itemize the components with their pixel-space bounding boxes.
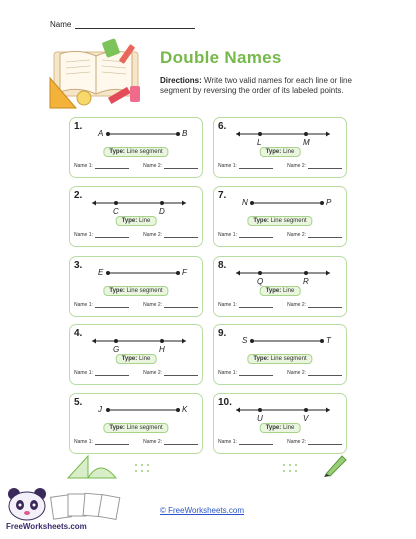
- answer-label: Name 2:: [287, 302, 306, 308]
- answer-blank[interactable]: [164, 233, 198, 238]
- answer-row: [218, 302, 342, 308]
- problem-card: [69, 256, 203, 317]
- type-prefix: Type:: [265, 288, 282, 294]
- type-prefix: Type:: [253, 356, 269, 362]
- point-dot: [160, 201, 164, 205]
- answer-row: [218, 439, 342, 445]
- point-dot: [114, 339, 118, 343]
- type-badge: [103, 147, 168, 157]
- problem-card: [69, 186, 203, 247]
- point-dot: [250, 339, 254, 343]
- arrowhead-icon: [182, 339, 186, 344]
- answer-field-2: [143, 163, 198, 169]
- answer-blank[interactable]: [308, 371, 342, 376]
- books-illustration-icon: [46, 38, 146, 110]
- answer-blank[interactable]: [308, 440, 342, 445]
- point-dot: [304, 408, 308, 412]
- problem-number: 9.: [218, 328, 227, 339]
- type-badge: [116, 216, 157, 226]
- point-label: Q: [257, 277, 264, 286]
- answer-row: [74, 302, 198, 308]
- directions-label: Directions:: [160, 76, 202, 85]
- arrowhead-icon: [236, 132, 240, 137]
- problem-card: [213, 117, 347, 178]
- point-dot: [320, 339, 324, 343]
- answer-blank[interactable]: [239, 371, 273, 376]
- footer-link[interactable]: © FreeWorksheets.com: [160, 506, 244, 515]
- problem-number: 7.: [218, 190, 227, 201]
- problem-number: 1.: [74, 121, 83, 132]
- answer-label: Name 2:: [287, 439, 306, 445]
- point-label: J: [98, 405, 102, 414]
- point-label: H: [159, 345, 165, 354]
- arrowhead-icon: [236, 408, 240, 413]
- answer-field-1: [218, 439, 273, 445]
- freeworksheets-logo: FreeWorksheets.com: [6, 522, 87, 531]
- problem-number: 4.: [74, 328, 83, 339]
- point-dot: [106, 132, 110, 136]
- worksheet-stack-icon: [50, 490, 130, 520]
- type-badge: [260, 286, 301, 296]
- point-label: B: [182, 129, 188, 138]
- problem-card: [213, 324, 347, 385]
- point-dot: [258, 132, 262, 136]
- point-dot: [258, 271, 262, 275]
- answer-field-2: [287, 163, 342, 169]
- answer-label: Name 1:: [218, 439, 237, 445]
- point-label: D: [159, 207, 165, 216]
- answer-label: Name 1:: [74, 439, 93, 445]
- problem-number: 5.: [74, 397, 83, 408]
- problem-card: [69, 324, 203, 385]
- answer-field-2: [287, 370, 342, 376]
- answer-blank[interactable]: [164, 164, 198, 169]
- type-badge: [260, 423, 301, 433]
- answer-label: Name 2:: [287, 163, 306, 169]
- type-value: Line segment: [126, 425, 163, 431]
- name-label: Name: [50, 20, 72, 29]
- type-prefix: Type:: [121, 218, 138, 224]
- problem-card: [213, 256, 347, 317]
- answer-label: Name 2:: [143, 163, 162, 169]
- answer-field-2: [287, 232, 342, 238]
- answer-blank[interactable]: [95, 371, 129, 376]
- answer-blank[interactable]: [95, 303, 129, 308]
- student-name-row: [50, 20, 195, 29]
- answer-field-1: [218, 302, 273, 308]
- point-label: K: [182, 405, 188, 414]
- answer-blank[interactable]: [308, 164, 342, 169]
- point-label: T: [326, 336, 331, 345]
- answer-row: [74, 370, 198, 376]
- problem-number: 6.: [218, 121, 227, 132]
- answer-blank[interactable]: [95, 164, 129, 169]
- type-prefix: Type:: [109, 288, 125, 294]
- answer-field-1: [218, 163, 273, 169]
- type-badge: [260, 147, 301, 157]
- problem-card: [69, 393, 203, 454]
- answer-blank[interactable]: [164, 303, 198, 308]
- type-value: Line: [282, 288, 295, 294]
- arrowhead-icon: [92, 339, 96, 344]
- point-label: M: [303, 138, 310, 147]
- answer-blank[interactable]: [239, 303, 273, 308]
- answer-field-2: [287, 302, 342, 308]
- arrowhead-icon: [326, 408, 330, 413]
- type-value: Line: [138, 218, 151, 224]
- answer-field-2: [143, 302, 198, 308]
- point-label: F: [182, 268, 187, 277]
- directions: [160, 76, 375, 96]
- point-label: S: [242, 336, 248, 345]
- point-dot: [106, 408, 110, 412]
- type-value: Line segment: [270, 218, 307, 224]
- answer-label: Name 1:: [74, 370, 93, 376]
- answer-blank[interactable]: [239, 164, 273, 169]
- answer-blank[interactable]: [164, 440, 198, 445]
- problem-card: [69, 117, 203, 178]
- panda-logo-icon: [4, 486, 54, 522]
- page-title: Double Names: [160, 48, 282, 67]
- answer-label: Name 1:: [218, 370, 237, 376]
- name-blank[interactable]: [75, 20, 195, 29]
- type-badge: [247, 216, 312, 226]
- answer-row: [74, 439, 198, 445]
- dots-decoration-icon: [282, 462, 302, 476]
- problem-number: 10.: [218, 397, 232, 408]
- type-prefix: Type:: [109, 149, 125, 155]
- answer-blank[interactable]: [308, 233, 342, 238]
- answer-field-1: [74, 439, 129, 445]
- answer-field-2: [143, 370, 198, 376]
- point-dot: [176, 132, 180, 136]
- answer-label: Name 1:: [218, 232, 237, 238]
- answer-label: Name 2:: [143, 439, 162, 445]
- ruler-triangle-icon: [66, 452, 126, 480]
- answer-blank[interactable]: [95, 440, 129, 445]
- type-value: Line segment: [126, 149, 163, 155]
- answer-blank[interactable]: [95, 233, 129, 238]
- answer-label: Name 2:: [287, 232, 306, 238]
- answer-label: Name 2:: [287, 370, 306, 376]
- type-badge: [116, 354, 157, 364]
- answer-label: Name 2:: [143, 232, 162, 238]
- type-value: Line: [282, 149, 295, 155]
- arrowhead-icon: [92, 201, 96, 206]
- answer-blank[interactable]: [239, 440, 273, 445]
- answer-blank[interactable]: [308, 303, 342, 308]
- answer-field-1: [218, 370, 273, 376]
- answer-label: Name 1:: [74, 302, 93, 308]
- problem-number: 3.: [74, 260, 83, 271]
- arrowhead-icon: [326, 132, 330, 137]
- point-dot: [304, 132, 308, 136]
- point-dot: [258, 408, 262, 412]
- point-label: C: [113, 207, 119, 216]
- type-prefix: Type:: [121, 356, 138, 362]
- answer-label: Name 2:: [143, 370, 162, 376]
- directions-text: Write two valid names for each line or line segment by reversing the order of its labeled points.: [160, 76, 352, 95]
- point-label: L: [257, 138, 262, 147]
- point-label: E: [98, 268, 104, 277]
- type-badge: [103, 286, 168, 296]
- problem-card: [213, 393, 347, 454]
- answer-field-1: [218, 232, 273, 238]
- arrowhead-icon: [182, 201, 186, 206]
- type-badge: [103, 423, 168, 433]
- point-dot: [250, 201, 254, 205]
- type-prefix: Type:: [265, 425, 282, 431]
- point-label: G: [113, 345, 120, 354]
- answer-label: Name 2:: [143, 302, 162, 308]
- point-label: P: [326, 198, 332, 207]
- point-label: V: [303, 414, 309, 423]
- type-badge: [247, 354, 312, 364]
- point-dot: [304, 271, 308, 275]
- answer-label: Name 1:: [218, 302, 237, 308]
- answer-label: Name 1:: [74, 163, 93, 169]
- point-dot: [176, 271, 180, 275]
- answer-row: [218, 163, 342, 169]
- answer-row: [218, 232, 342, 238]
- answer-field-1: [74, 370, 129, 376]
- answer-field-2: [143, 439, 198, 445]
- answer-label: Name 1:: [74, 232, 93, 238]
- answer-blank[interactable]: [164, 371, 198, 376]
- type-prefix: Type:: [253, 218, 269, 224]
- problem-number: 8.: [218, 260, 227, 271]
- type-prefix: Type:: [109, 425, 125, 431]
- point-dot: [176, 408, 180, 412]
- type-value: Line segment: [126, 288, 163, 294]
- answer-row: [74, 232, 198, 238]
- point-dot: [106, 271, 110, 275]
- arrowhead-icon: [236, 271, 240, 276]
- point-label: N: [242, 198, 248, 207]
- answer-field-1: [74, 232, 129, 238]
- answer-field-2: [287, 439, 342, 445]
- dots-decoration-icon: [134, 462, 154, 476]
- point-label: U: [257, 414, 263, 423]
- pencil-icon: [322, 452, 348, 478]
- problem-card: [213, 186, 347, 247]
- answer-field-2: [143, 232, 198, 238]
- answer-label: Name 1:: [218, 163, 237, 169]
- answer-row: [74, 163, 198, 169]
- arrowhead-icon: [326, 271, 330, 276]
- answer-field-1: [74, 302, 129, 308]
- answer-field-1: [74, 163, 129, 169]
- type-value: Line segment: [270, 356, 307, 362]
- type-value: Line: [138, 356, 151, 362]
- type-prefix: Type:: [265, 149, 282, 155]
- point-label: R: [303, 277, 309, 286]
- problem-number: 2.: [74, 190, 83, 201]
- type-value: Line: [282, 425, 295, 431]
- point-dot: [320, 201, 324, 205]
- point-dot: [160, 339, 164, 343]
- point-dot: [114, 201, 118, 205]
- point-label: A: [98, 129, 104, 138]
- answer-blank[interactable]: [239, 233, 273, 238]
- answer-row: [218, 370, 342, 376]
